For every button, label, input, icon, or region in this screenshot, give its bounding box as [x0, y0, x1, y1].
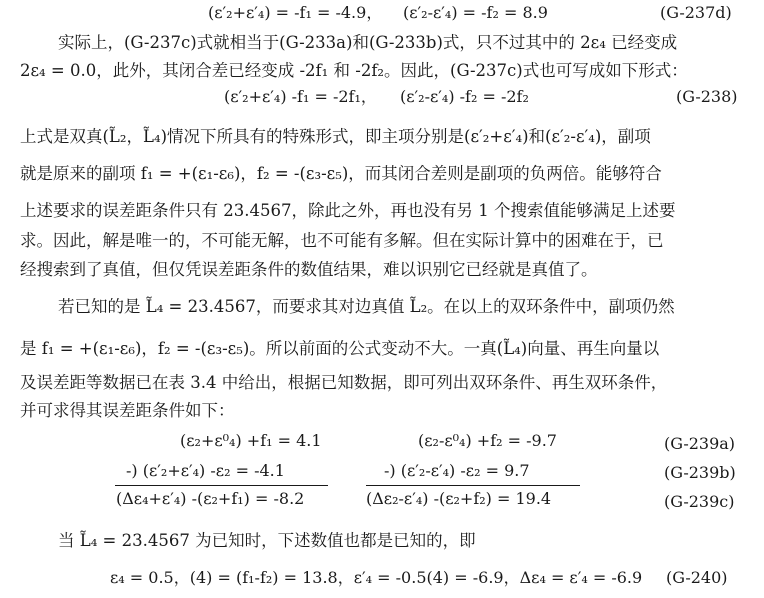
paragraph-line-11: 并可求得其误差距条件如下：	[20, 401, 235, 420]
eq-g239c-label: (G-239c)	[664, 492, 735, 511]
paragraph-line-10: 及误差距等数据已在表 3.4 中给出，根据已知数据，即可列出双环条件、再生双环条件，	[20, 373, 668, 392]
paragraph-line-5: 上述要求的误差距条件只有 23.4567，除此之外，再也没有另 1 个搜索值能够满足上述要	[20, 201, 676, 220]
eq-g239a-right: (ε₂-ε⁰₄) +f₂ = -9.7	[418, 431, 557, 450]
paragraph-line-4: 就是原来的副项 f₁ = +(ε₁-ε₆)，f₂ = -(ε₃-ε₅)，而其闭合差则是副项的负两倍。能够符合	[20, 164, 662, 183]
eq-g239b-right: -) (ε′₂-ε′₄) -ε₂ = 9.7	[384, 461, 530, 480]
sum-rule-right	[366, 485, 580, 486]
paragraph-line-7: 经搜索到了真值，但仅凭误差距条件的数值结果，难以识别它已经就是真值了。	[20, 260, 598, 279]
paragraph-line-9: 是 f₁ = +(ε₁-ε₆)，f₂ = -(ε₃-ε₅)。所以前面的公式变动不大。一真(L̃₄)向量、再生向量以	[20, 339, 660, 358]
paragraph-line-6: 求。因此，解是唯一的，不可能无解，也不可能有多解。但在实际计算中的困难在于，已	[20, 231, 664, 250]
sum-rule-left	[115, 485, 328, 486]
eq-g238-left: (ε′₂+ε′₄) -f₁ = -2f₁，	[224, 87, 377, 106]
eq-g238-right: (ε′₂-ε′₄) -f₂ = -2f₂	[400, 87, 529, 106]
paragraph-line-3: 上式是双真(L̃₂，L̃₄)情况下所具有的特殊形式，即主项分别是(ε′₂+ε′₄)和(ε′₂-ε′₄)，副项	[20, 127, 651, 146]
paragraph-line-8: 若已知的是 L̃₄ = 23.4567，而要求其对边真值 L̃₂。在以上的双环条件中，副项仍然	[58, 297, 675, 316]
eq-g239a-left: (ε₂+ε⁰₄) +f₁ = 4.1	[180, 431, 322, 450]
paragraph-line-12: 当 L̃₄ = 23.4567 为已知时，下述数值也都是已知的，即	[58, 531, 476, 550]
eq-g237d-label: (G-237d)	[660, 3, 732, 22]
eq-g239c-left: (Δε₄+ε′₄) -(ε₂+f₁) = -8.2	[116, 489, 305, 508]
eq-g237d-left: (ε′₂+ε′₄) = -f₁ = -4.9，	[208, 3, 383, 22]
eq-g239b-label: (G-239b)	[664, 463, 736, 482]
eq-g238-label: (G-238)	[676, 87, 738, 106]
eq-g240-text: ε₄ = 0.5，(4) = (f₁-f₂) = 13.8，ε′₄ = -0.5(4) = -6.9，Δε₄ = ε′₄ = -6.9	[110, 568, 643, 587]
paragraph-line-2: 2ε₄ = 0.0，此外，其闭合差已经变成 -2f₁ 和 -2f₂。因此，(G-237c)式也可写成如下形式：	[20, 61, 688, 80]
eq-g240-label: (G-240)	[666, 568, 728, 587]
eq-g237d-right: (ε′₂-ε′₄) = -f₂ = 8.9	[403, 3, 548, 22]
paragraph-line-1: 实际上，(G-237c)式就相当于(G-233a)和(G-233b)式，只不过其中的 2ε₄ 已经变成	[58, 33, 678, 52]
eq-g239b-left: -) (ε′₂+ε′₄) -ε₂ = -4.1	[126, 461, 285, 480]
eq-g239c-right: (Δε₂-ε′₄) -(ε₂+f₂) = 19.4	[366, 489, 552, 508]
eq-g239a-label: (G-239a)	[664, 434, 736, 453]
